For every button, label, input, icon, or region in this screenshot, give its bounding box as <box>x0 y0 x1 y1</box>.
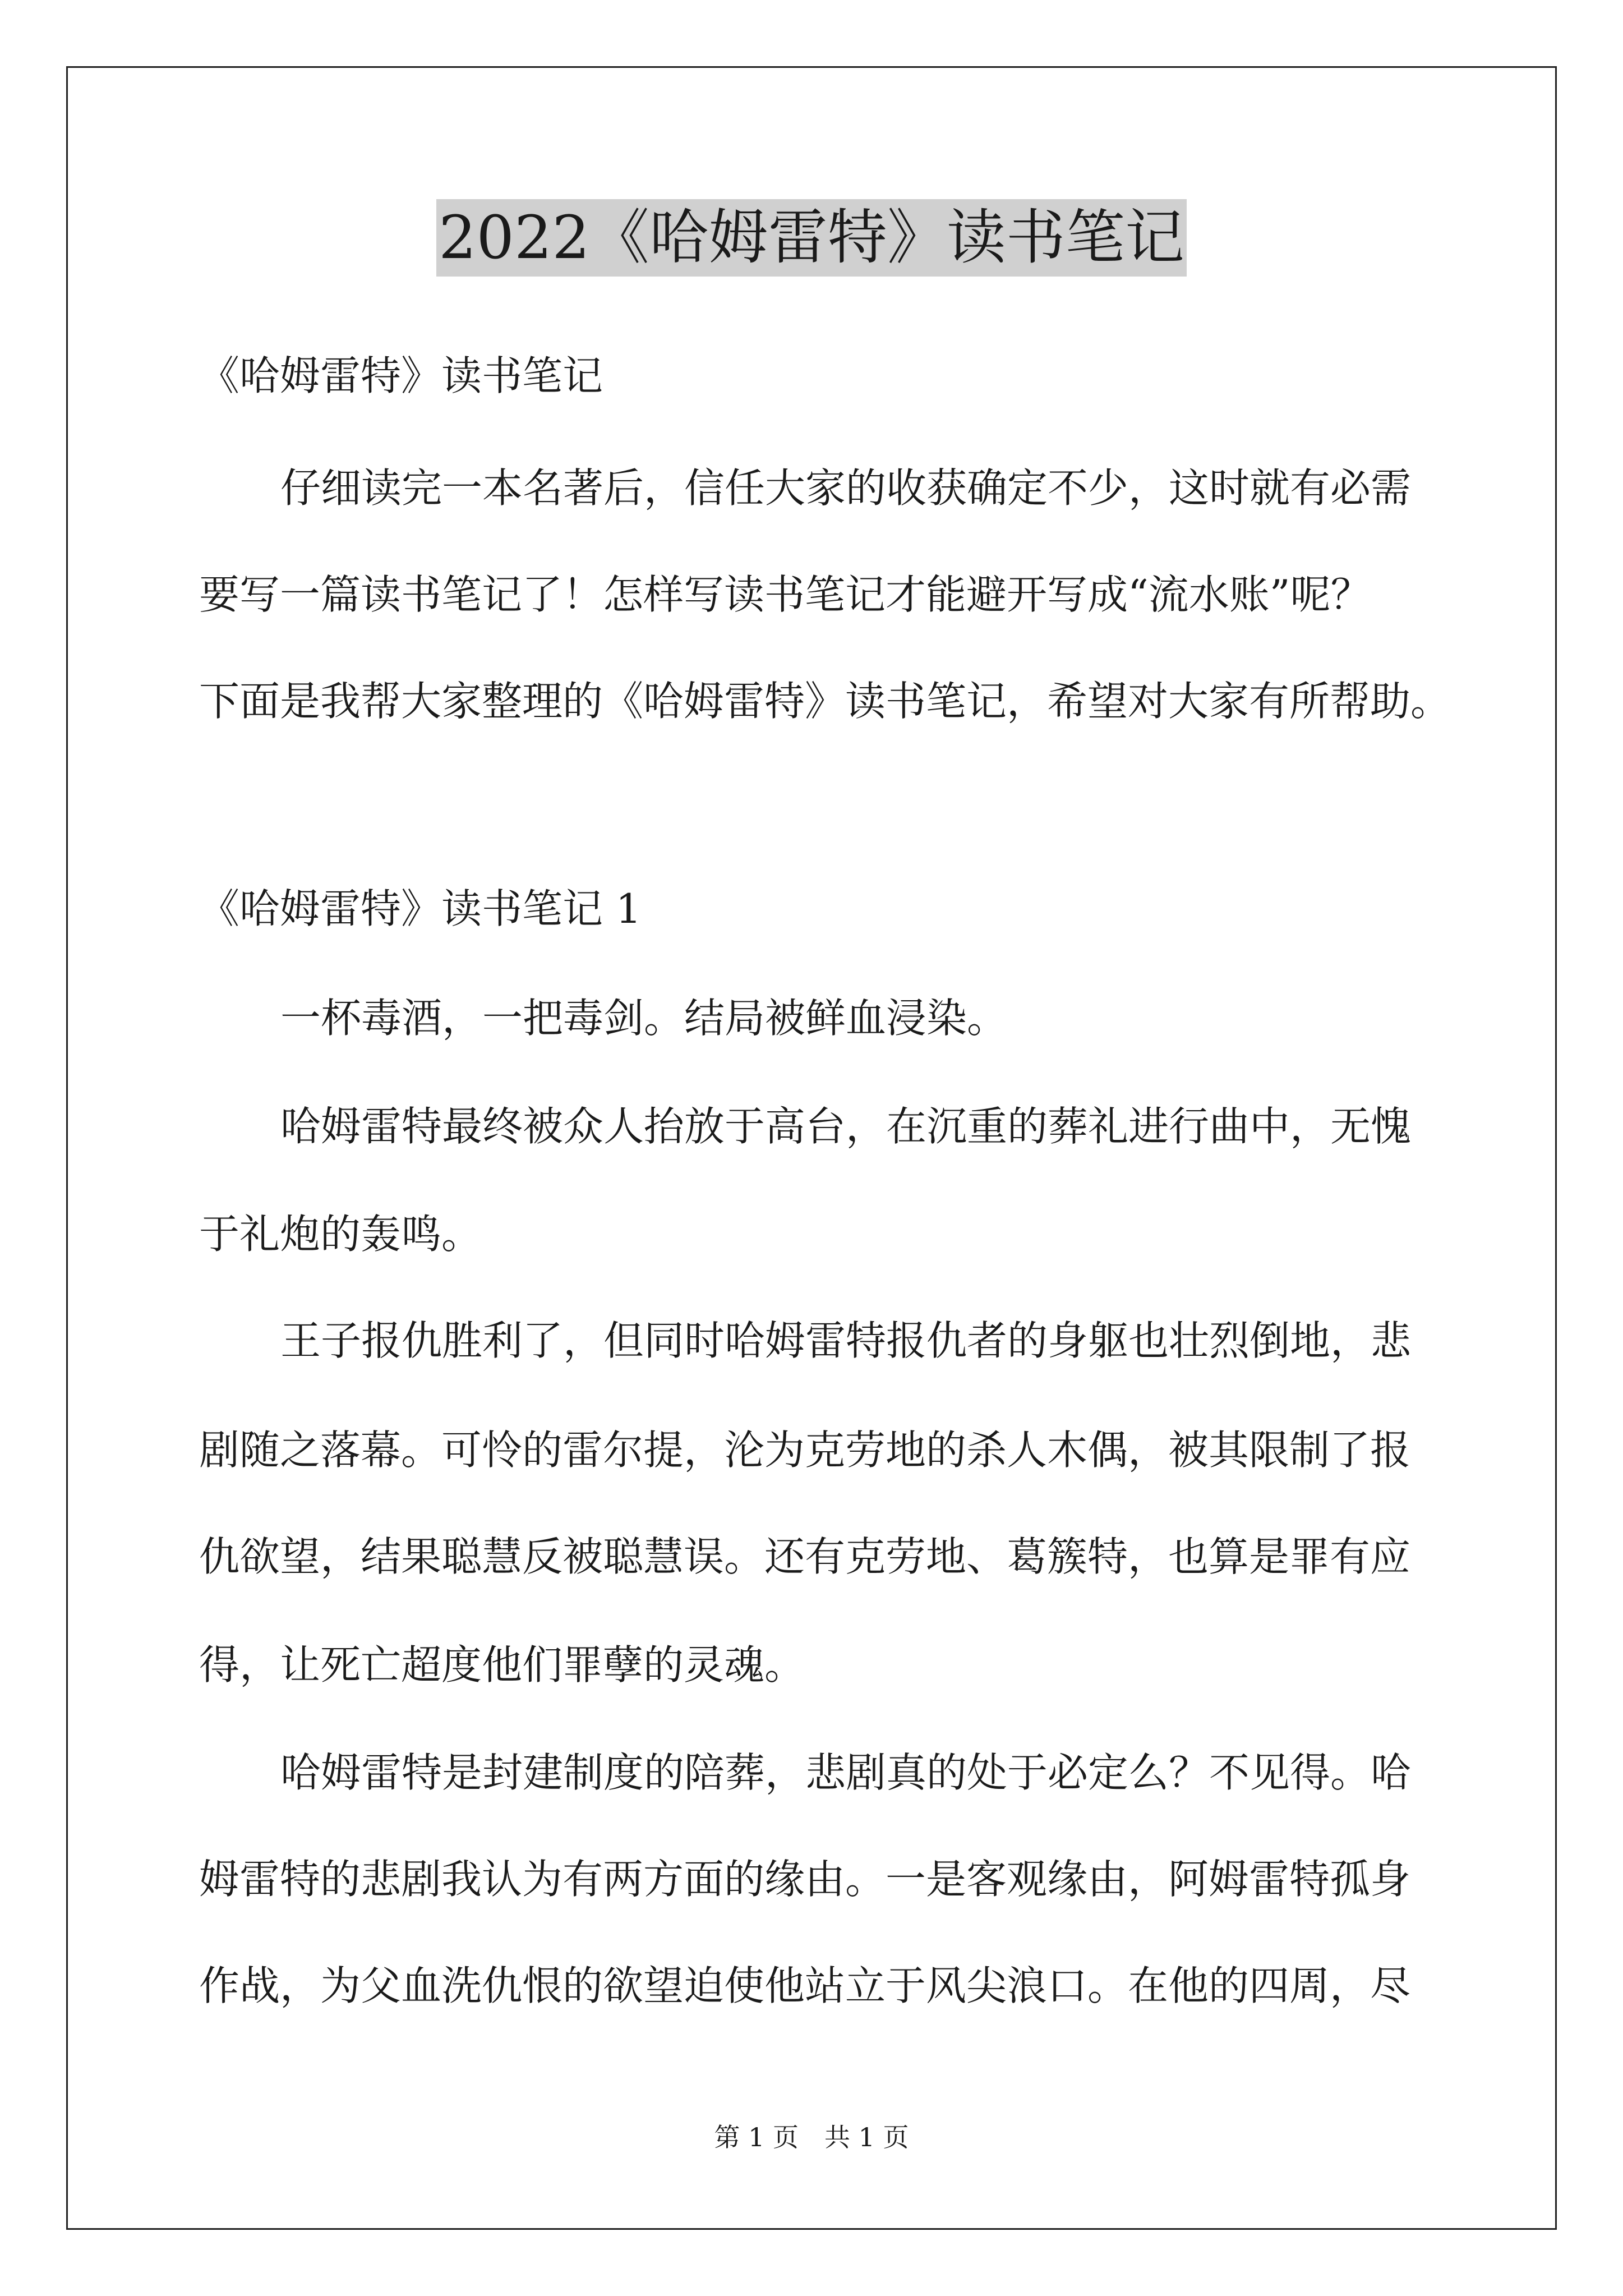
intro-line-1: 仔细读完一本名著后，信任大家的收获确定不少，这时就有必需 <box>280 464 1412 512</box>
body-line-6: 仇欲望，结果聪慧反被聪慧误。还有克劳地、葛簇特，也算是罪有应 <box>199 1533 1411 1580</box>
body-line-1: 一杯毒酒，一把毒剑。结局被鲜血浸染。 <box>280 995 1008 1042</box>
body-line-4: 王子报仇胜利了，但同时哈姆雷特报仇者的身躯也壮烈倒地，悲 <box>280 1317 1412 1364</box>
title-container <box>0 199 1623 277</box>
body-line-9: 姆雷特的悲剧我认为有两方面的缘由。一是客观缘由，阿姆雷特孤身 <box>199 1856 1411 1903</box>
intro-line-2: 要写一篇读书笔记了！怎样写读书笔记才能避开写成“流水账”呢？ <box>199 571 1371 618</box>
body-line-8: 哈姆雷特是封建制度的陪葬，悲剧真的处于必定么？不见得。哈 <box>280 1749 1412 1796</box>
page-title: 2022《哈姆雷特》读书笔记 <box>436 199 1187 277</box>
section-heading: 《哈姆雷特》读书笔记 1 <box>199 885 642 932</box>
subtitle: 《哈姆雷特》读书笔记 <box>199 352 603 399</box>
body-line-5: 剧随之落幕。可怜的雷尔提，沦为克劳地的杀人木偶，被其限制了报 <box>199 1427 1411 1474</box>
body-line-2: 哈姆雷特最终被众人抬放于高台，在沉重的葬礼进行曲中，无愧 <box>280 1103 1412 1150</box>
body-line-10: 作战，为父血洗仇恨的欲望迫使他站立于风尖浪口。在他的四周，尽 <box>199 1962 1411 2009</box>
intro-line-3: 下面是我帮大家整理的《哈姆雷特》读书笔记，希望对大家有所帮助。 <box>199 678 1451 725</box>
body-line-7: 得，让死亡超度他们罪孽的灵魂。 <box>199 1641 805 1688</box>
page-footer: 第 1 页 共 1 页 <box>714 2122 909 2152</box>
body-line-3: 于礼炮的轰鸣。 <box>199 1211 482 1258</box>
